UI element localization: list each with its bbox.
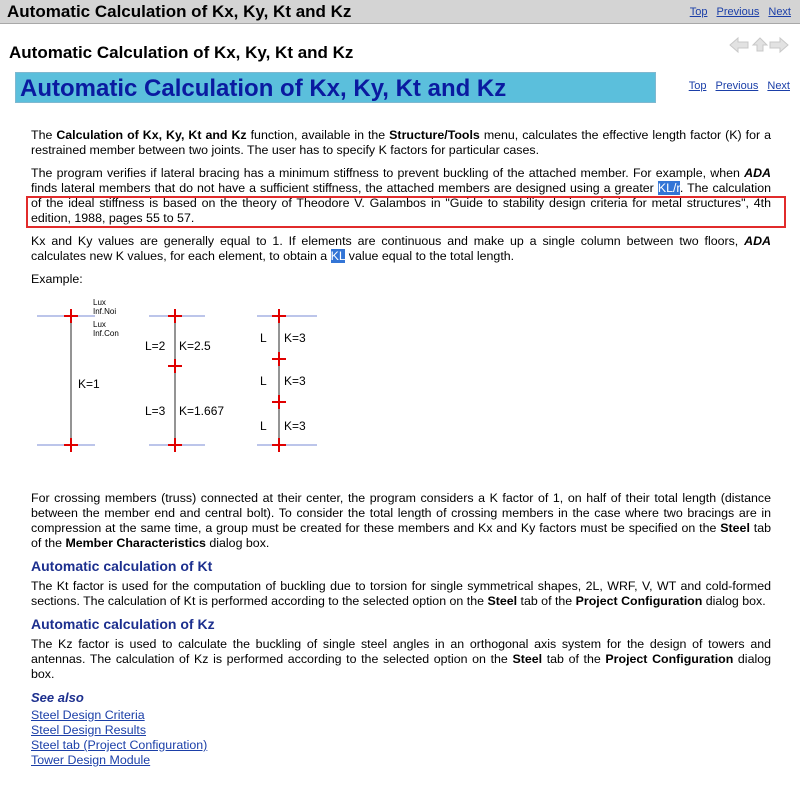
- red-cross-icon: [64, 309, 78, 323]
- red-cross-icon: [168, 359, 182, 373]
- link-steel-design-results[interactable]: Steel Design Results: [31, 723, 147, 737]
- paragraph-kz: The Kz factor is used to calculate the buckling of single steel angles in an orthogonal axis system for the design of towers and antennas. The calculation of Kz is performed according to the selected option on the Steel tab of the Project Configuration dialog box.: [31, 637, 771, 681]
- see-also-links: [31, 708, 771, 768]
- heading-kt: Automatic calculation of Kt: [31, 558, 213, 574]
- selected-text-klr: KL/r: [657, 181, 680, 195]
- banner-next-link[interactable]: Next: [767, 80, 790, 92]
- red-cross-icon: [64, 438, 78, 452]
- banner-previous-link[interactable]: Previous: [715, 80, 759, 92]
- page-subtitle: Automatic Calculation of Kx, Ky, Kt and Kz: [9, 43, 354, 62]
- top-link[interactable]: Top: [689, 6, 708, 18]
- label-l-c: L: [260, 419, 267, 433]
- browse-arrows[interactable]: [728, 36, 790, 54]
- banner-top-link[interactable]: Top: [688, 80, 707, 92]
- banner-title: Automatic Calculation of Kx, Ky, Kt and Kz: [20, 75, 507, 102]
- window-title: Automatic Calculation of Kx, Ky, Kt and Kz: [7, 2, 352, 21]
- label-l-3: L=3: [145, 404, 166, 418]
- paragraph-kx-ky: Kx and Ky values are generally equal to 1. If elements are continuous and make up a single column between two floors, ADA calculates new K values, for each element, to obtain a KL value equal to the total length.: [31, 234, 771, 263]
- see-also-heading: See also: [31, 690, 84, 705]
- link-steel-design-criteria[interactable]: Steel Design Criteria: [31, 708, 145, 722]
- label-k-1: K=1: [78, 377, 100, 391]
- previous-link[interactable]: Previous: [716, 6, 760, 18]
- red-cross-icon: [272, 438, 286, 452]
- label-l-a: L: [260, 331, 267, 345]
- label-inf-noi: Inf.Noi: [93, 307, 117, 316]
- selected-text-kl: KL: [330, 249, 346, 263]
- title-bar: [0, 0, 800, 24]
- banner-nav-links: [683, 80, 790, 92]
- next-link[interactable]: Next: [768, 6, 791, 18]
- paragraph-kt: The Kt factor is used for the computation of buckling due to torsion for single symmetrical shapes, 2L, WRF, V, WT and cold-formed sections. The calculation of Kt is performed according to the selected option on the Steel tab of the Project Configuration dialog box.: [31, 579, 771, 608]
- label-l-b: L: [260, 374, 267, 388]
- back-arrow-icon[interactable]: [730, 38, 748, 52]
- heading-kz: Automatic calculation of Kz: [31, 616, 215, 632]
- link-steel-tab-project-configuration[interactable]: Steel tab (Project Configuration): [31, 738, 208, 752]
- label-k-3-b: K=3: [284, 374, 306, 388]
- label-lux-1: Lux: [93, 298, 106, 307]
- label-k-2-5: K=2.5: [179, 339, 211, 353]
- column-2: [145, 309, 224, 452]
- label-lux-2: Lux: [93, 320, 106, 329]
- column-1: [37, 298, 119, 452]
- label-l-2: L=2: [145, 339, 166, 353]
- red-cross-icon: [168, 309, 182, 323]
- label-inf-con: Inf.Con: [93, 329, 119, 338]
- top-nav-links: [684, 6, 791, 18]
- up-arrow-icon[interactable]: [753, 38, 767, 51]
- column-3: [257, 309, 317, 452]
- label-k-3-a: K=3: [284, 331, 306, 345]
- link-tower-design-module[interactable]: Tower Design Module: [31, 753, 151, 767]
- red-cross-icon: [272, 395, 286, 409]
- forward-arrow-icon[interactable]: [770, 38, 788, 52]
- label-k-1-667: K=1.667: [179, 404, 225, 418]
- k-factor-example-diagram: [37, 294, 327, 464]
- red-cross-icon: [272, 309, 286, 323]
- red-cross-icon: [272, 352, 286, 366]
- label-k-3-c: K=3: [284, 419, 306, 433]
- paragraph-crossing-members: For crossing members (truss) connected at their center, the program considers a K factor of 1, on half of their total length (distance between the member end and central bolt). To consider the total length of crossing members in the case where two bracings are in compression at the same time, a group must be created for these members and Kx and Ky factors must be specified on the Steel tab of the Member Characteristics dialog box.: [31, 491, 772, 550]
- red-cross-icon: [168, 438, 182, 452]
- paragraph-bracing: The program verifies if lateral bracing has a minimum stiffness to prevent buckling of the attached member. For example, when ADA finds lateral members that do not have a sufficient stiffness, the attached members are designed using a greater KL/r. The calculation of the ideal stiffness is based on the theory of Theodore V. Galambos in "Guide to stability design criteria for metal structures", 4th edition, 1988, pages 55 to 57.: [31, 166, 771, 225]
- topic-banner: [15, 72, 656, 103]
- paragraph-intro: The Calculation of Kx, Ky, Kt and Kz function, available in the Structure/Tools menu, calculates the effective length factor (K) for a restrained member between two joints. The user has to specify K factors for particular cases.: [31, 128, 771, 157]
- example-label: Example:: [31, 272, 83, 286]
